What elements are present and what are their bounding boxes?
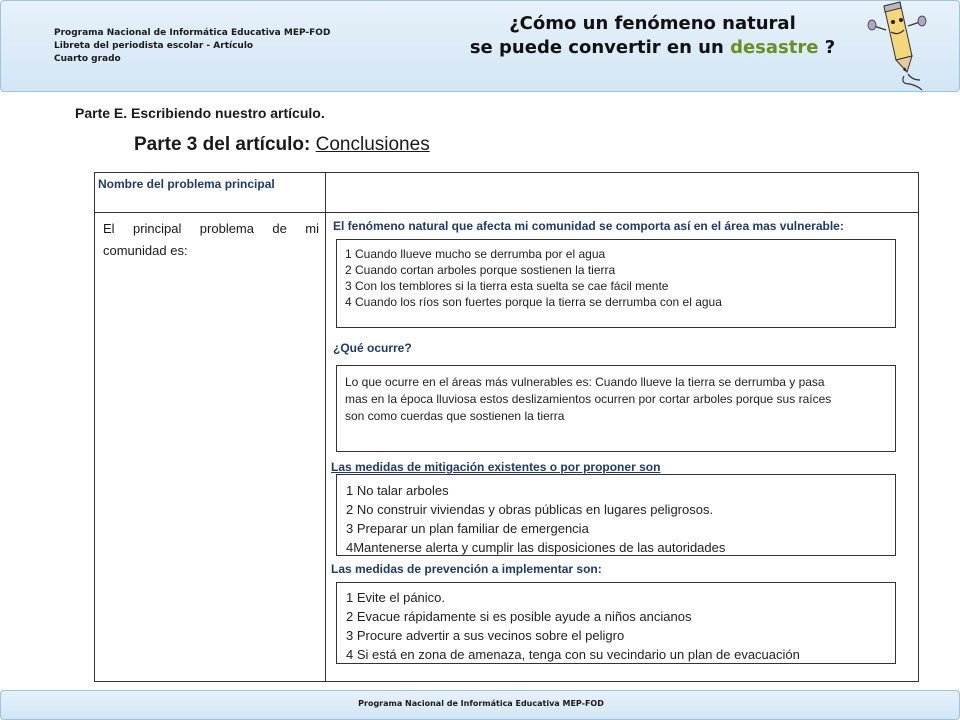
- section-heading: Parte E. Escribiendo nuestro artículo.: [75, 105, 325, 121]
- prevention-question: Las medidas de prevención a implementar son:: [331, 562, 602, 576]
- title-line-1: ¿Cómo un fenómeno natural: [509, 13, 796, 34]
- answer-line: 4 Si está en zona de amenaza, tenga con su vecindario un plan de evacuación: [346, 647, 800, 662]
- title-accent-word: desastre: [730, 37, 819, 58]
- what-happens-question: ¿Qué ocurre?: [333, 341, 412, 355]
- answer-line: 1 Cuando llueve mucho se derrumba por el agua: [345, 247, 606, 261]
- behavior-answer-box: [336, 239, 896, 328]
- mitigation-answer-box: [336, 474, 896, 556]
- page-title: [440, 12, 865, 60]
- mitigation-question: Las medidas de mitigación existentes o por proponer son: [331, 460, 661, 474]
- answer-line: 4 Cuando los ríos son fuertes porque la tierra se derrumba con el agua: [345, 295, 722, 309]
- answer-line: mas en la época lluviosa estos deslizamientos ocurren por cortar arboles porque sus raíces: [345, 392, 832, 406]
- footer-text: Programa Nacional de Informática Educativa MEP-FOD: [358, 699, 604, 708]
- answer-line: 3 Procure advertir a sus vecinos sobre el peligro: [346, 628, 625, 643]
- footer-banner: [0, 690, 960, 720]
- section-subheading: [134, 134, 430, 156]
- answer-line: 1 No talar arboles: [346, 483, 449, 498]
- table-row-divider: [94, 212, 919, 213]
- answer-line: son como cuerdas que sostienen la tierra: [345, 409, 565, 423]
- title-line-2: [440, 36, 865, 60]
- answer-line: 3 Con los temblores si la tierra esta suelta se cae fácil mente: [345, 279, 669, 293]
- answer-line: 2 Evacue rápidamente si es posible ayude a niños ancianos: [346, 609, 692, 624]
- answer-line: Lo que ocurre en el áreas más vulnerables es: Cuando llueve la tierra se derrumba y pasa: [345, 375, 825, 389]
- answer-line: 2 Cuando cortan arboles porque sostienen la tierra: [345, 263, 616, 277]
- answer-line: 2 No construir viviendas y obras públicas en lugares peligrosos.: [346, 502, 714, 517]
- subheading-lead: Parte 3 del artículo:: [134, 134, 316, 155]
- title-line-2-end: ?: [818, 37, 836, 58]
- community-problem-label: El principal problema de mi comunidad es:: [103, 221, 319, 258]
- what-happens-answer-box: [336, 365, 896, 452]
- answer-line: 4Mantenerse alerta y cumplir las disposiciones de las autoridades: [346, 540, 726, 555]
- subheading-topic: Conclusiones: [315, 134, 430, 155]
- problem-name-label: Nombre del problema principal: [98, 177, 275, 191]
- title-line-2-start: se puede convertir en un: [469, 37, 731, 58]
- notebook-name: Libreta del periodista escolar - Artículo: [54, 41, 254, 51]
- header-program-info: [54, 27, 330, 66]
- pencil-mascot-icon: [860, 0, 930, 92]
- answer-line: 1 Evite el pánico.: [346, 590, 446, 605]
- table-column-divider: [325, 172, 326, 682]
- prevention-answer-box: [336, 582, 896, 664]
- behavior-question: El fenómeno natural que afecta mi comunidad se comporta así en el área mas vulnerable:: [333, 219, 844, 233]
- program-name: Programa Nacional de Informática Educativa MEP-FOD: [54, 28, 331, 38]
- answer-line: 3 Preparar un plan familiar de emergencia: [346, 521, 589, 536]
- grade-level: Cuarto grado: [54, 54, 121, 64]
